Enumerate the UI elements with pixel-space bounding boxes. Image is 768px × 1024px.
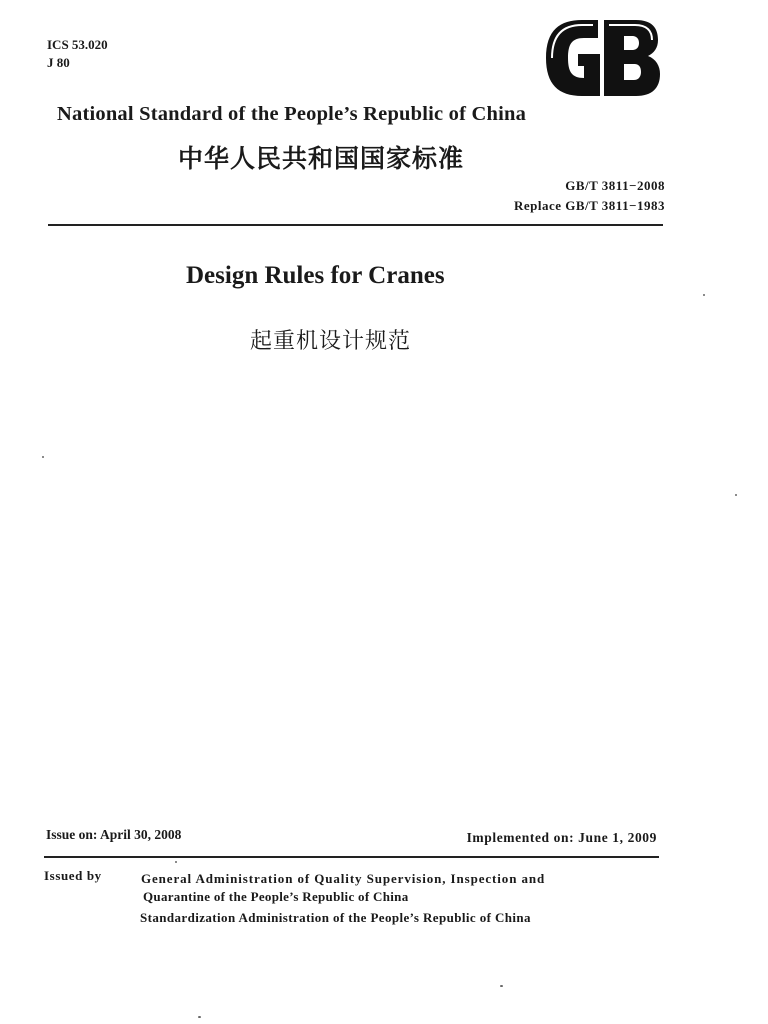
scan-speck [735,494,737,496]
scan-speck [500,985,503,987]
scan-speck [703,294,705,296]
classification-codes [47,36,108,72]
replaced-standard: Replace GB/T 3811−1983 [513,198,665,213]
issue-date: Issue on: April 30, 2008 [46,827,182,842]
issuer-line: General Administration of Quality Supervision, Inspection and [141,871,546,886]
issued-by-label: Issued by [44,868,102,883]
national-standard-heading: National Standard of the People’s Republic of China [57,103,527,125]
scan-speck [175,861,177,863]
scan-speck [198,1016,201,1018]
header-divider [48,224,663,226]
national-standard-heading-cn: 中华人民共和国国家标准 [178,144,465,173]
implemented-date: Implemented on: June 1, 2009 [466,830,657,845]
scan-speck [42,456,44,458]
ics-code: ICS 53.020 [47,37,108,52]
gb-logo-icon [538,14,662,102]
issuer-line: Standardization Administration of the People’s Republic of China [140,910,531,925]
footer-divider [44,856,659,858]
issuer-line: Quarantine of the People’s Republic of China [143,889,409,904]
classification-code: J 80 [47,55,70,70]
document-title: Design Rules for Cranes [186,262,445,289]
document-title-cn: 起重机设计规范 [250,329,412,354]
standard-number: GB/T 3811−2008 [565,178,665,193]
